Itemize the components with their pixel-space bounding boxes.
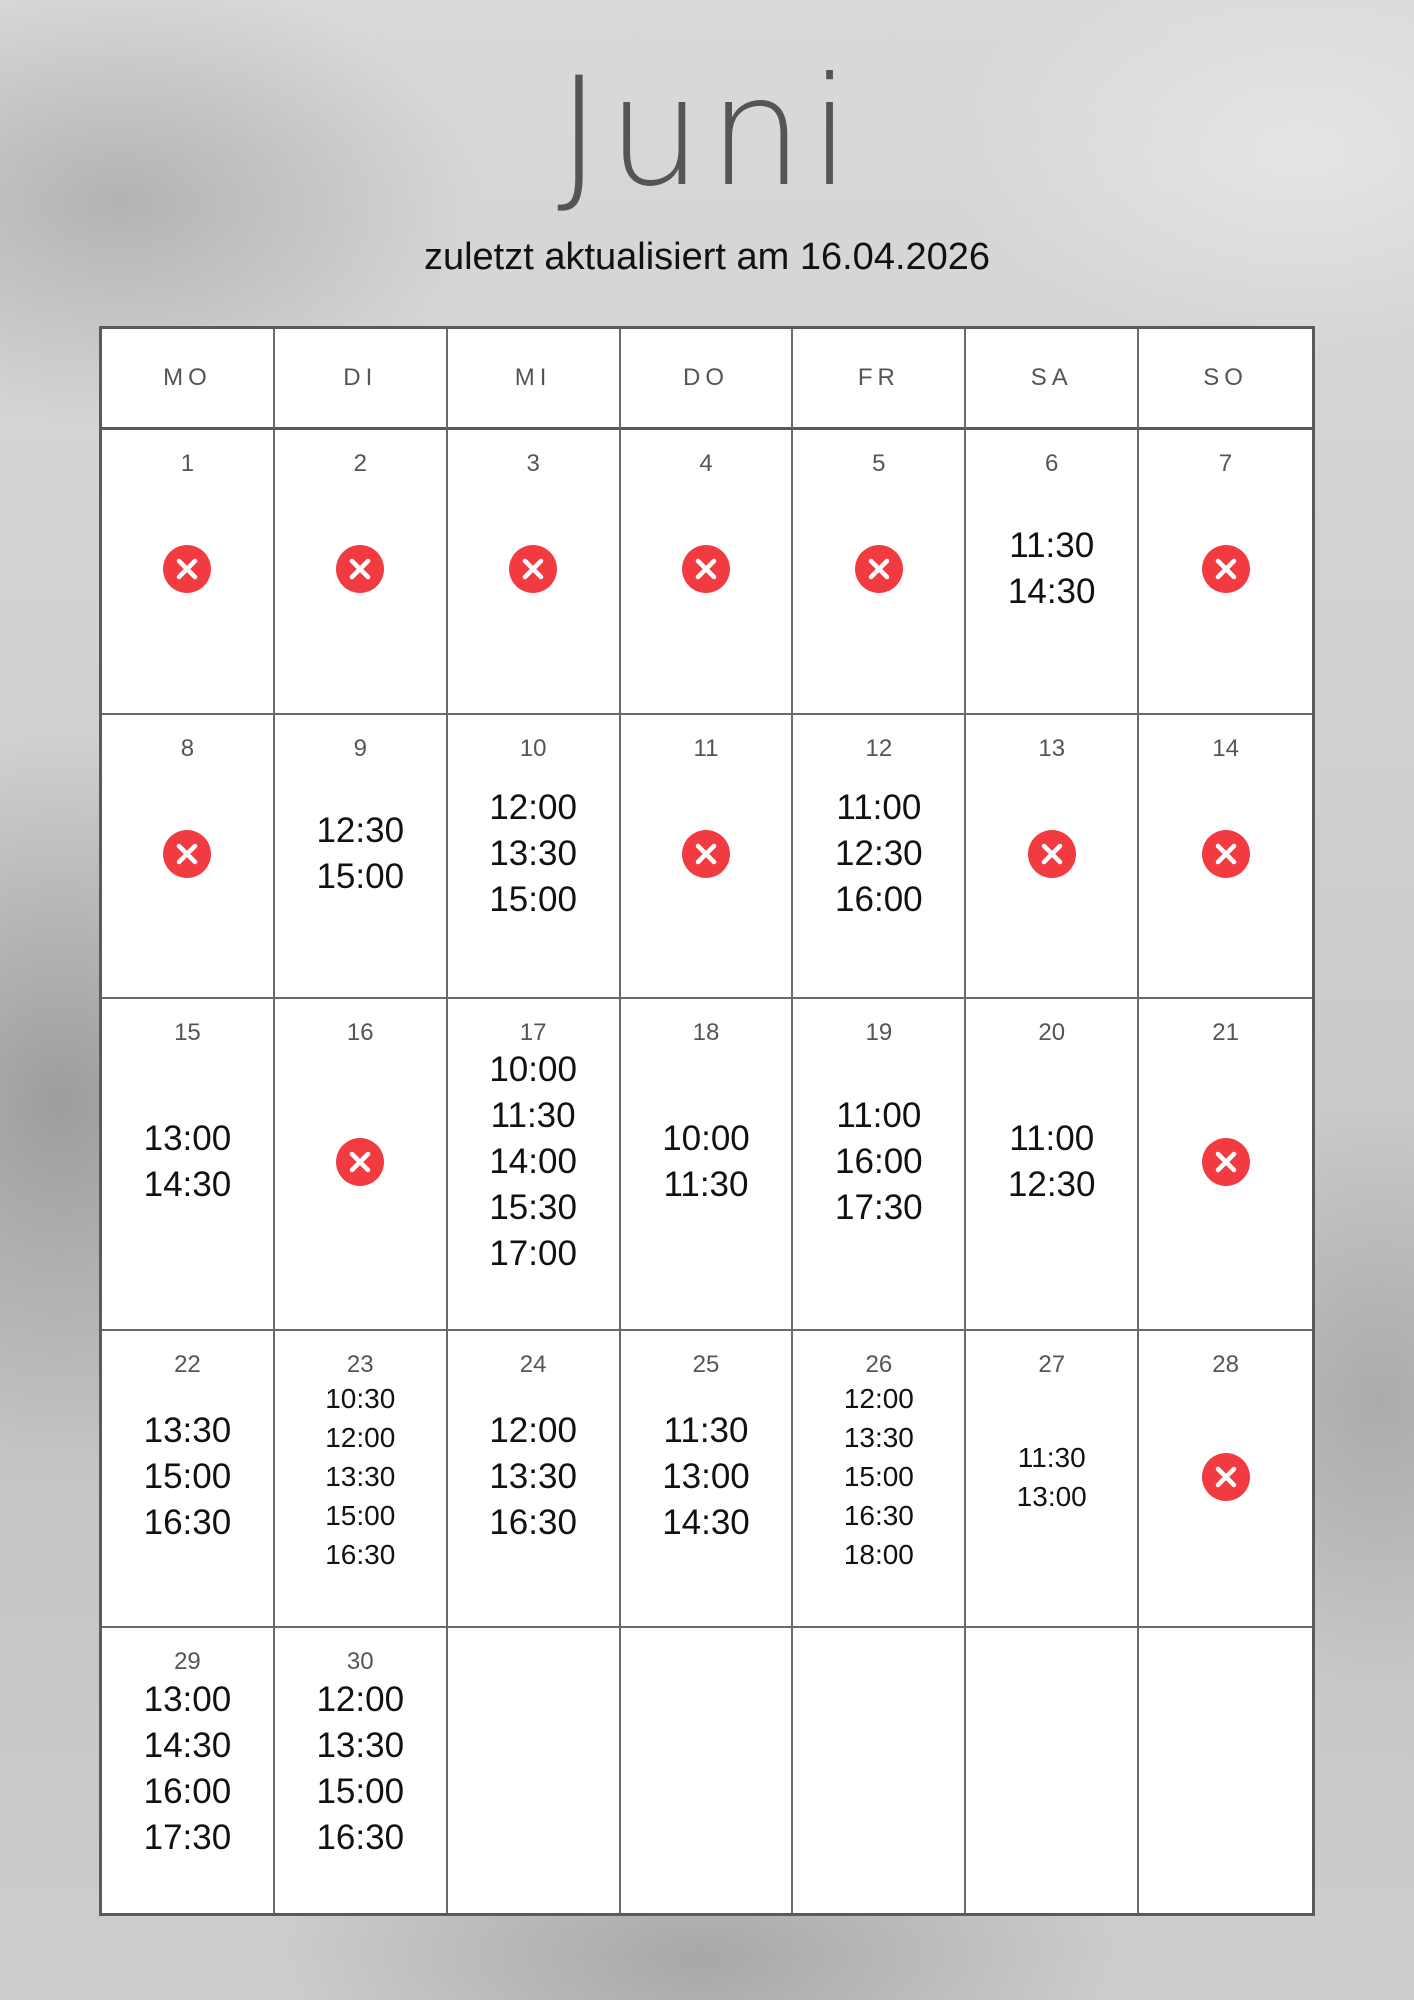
time-slot[interactable]: 16:30 [143,1502,232,1542]
day-cell-5 [793,430,966,715]
time-slot[interactable]: 17:00 [489,1234,577,1274]
time-slot[interactable]: 10:00 [662,1119,750,1159]
day-number: 22 [174,1351,201,1379]
day-number: 2 [353,450,367,477]
time-slot-list [1017,1438,1087,1516]
time-slot[interactable]: 15:00 [843,1461,914,1493]
weekday-header-di: DI [275,329,448,430]
time-slot[interactable]: 15:00 [316,1771,405,1811]
time-slot-list [844,1379,914,1574]
day-number: 23 [346,1351,374,1379]
time-slot[interactable]: 13:30 [489,833,577,873]
day-cell-2 [275,430,448,715]
day-cell-23 [275,1331,448,1628]
day-slots [682,763,730,998]
time-slot[interactable]: 16:00 [835,1142,923,1182]
day-slots [144,1047,232,1329]
time-slot-list [144,1677,232,1861]
day-slots [336,478,384,713]
calendar-grid [99,326,1315,1916]
day-cell-18 [621,999,794,1331]
day-number: 5 [872,450,886,477]
day-slots [1008,478,1096,713]
day-number: 1 [180,450,195,477]
day-cell-22 [102,1331,275,1628]
day-cell-26 [793,1331,966,1628]
last-updated-text: zuletzt aktualisiert am 16.04.2026 [423,236,991,278]
close-icon [163,830,211,878]
day-number: 28 [1212,1351,1239,1379]
day-cell-17 [448,999,621,1331]
day-slots [144,1676,232,1913]
close-icon [509,545,557,593]
time-slot-list [1008,1116,1096,1208]
day-cell-25 [621,1331,794,1628]
time-slot[interactable]: 15:30 [489,1188,577,1228]
time-slot[interactable]: 13:30 [316,1725,405,1765]
day-number: 15 [174,1019,201,1047]
time-slot-list [144,1116,232,1208]
day-number: 10 [519,734,547,762]
day-slots [835,763,923,998]
day-slots [163,478,211,713]
day-cell-27 [966,1331,1139,1628]
day-number: 30 [346,1648,374,1676]
day-slots [662,1379,750,1626]
time-slot-list [489,1047,577,1277]
day-slots [1202,1379,1250,1626]
day-cell-12 [793,715,966,1000]
day-cell-19 [793,999,966,1331]
day-number: 17 [519,1019,547,1047]
day-number: 12 [865,734,893,762]
time-slot[interactable]: 12:00 [489,787,577,827]
time-slot[interactable]: 14:30 [662,1502,750,1542]
time-slot[interactable]: 10:00 [489,1050,577,1090]
day-cell-8 [102,715,275,1000]
time-slot-list [316,1677,404,1861]
time-slot[interactable]: 16:30 [325,1539,396,1571]
day-slots [835,1047,923,1329]
day-number: 25 [692,1351,720,1379]
day-number: 4 [699,450,713,477]
day-slots [682,478,730,713]
day-slots [316,763,404,998]
time-slot[interactable]: 12:00 [489,1410,577,1450]
time-slot[interactable]: 13:00 [143,1679,232,1719]
time-slot[interactable]: 14:30 [143,1725,232,1765]
time-slot[interactable]: 16:00 [835,879,923,919]
day-number: 9 [353,734,367,762]
day-cell-21 [1139,999,1312,1331]
empty-day-cell [793,1628,966,1913]
close-icon [682,830,730,878]
empty-day-cell [621,1628,794,1913]
day-cell-30 [275,1628,448,1913]
close-icon [1202,830,1250,878]
close-icon [1028,830,1076,878]
day-slots [144,1379,232,1626]
time-slot-list [662,1408,750,1546]
day-slots [1008,1047,1096,1329]
day-slots [1202,763,1250,998]
day-cell-13 [966,715,1139,1000]
time-slot[interactable]: 13:30 [489,1456,577,1496]
time-slot-list [489,1408,577,1546]
page-title: Juni [556,46,858,220]
day-slots [325,1379,395,1626]
weekday-header-mo: MO [102,329,275,430]
time-slot[interactable]: 13:30 [143,1410,232,1450]
time-slot[interactable]: 13:30 [325,1461,396,1493]
day-cell-1 [102,430,275,715]
day-slots [1202,478,1250,713]
weekday-header-mi: MI [448,329,621,430]
close-icon [682,545,730,593]
day-number: 8 [180,734,195,762]
time-slot[interactable]: 13:30 [843,1422,914,1454]
day-number: 13 [1038,734,1066,762]
close-icon [855,545,903,593]
day-slots [844,1379,914,1626]
day-number: 16 [346,1019,374,1047]
day-number: 29 [174,1648,201,1676]
day-number: 6 [1045,450,1059,477]
time-slot[interactable]: 11:00 [1009,1119,1095,1159]
time-slot[interactable]: 16:30 [489,1502,577,1542]
time-slot[interactable]: 11:30 [1017,1441,1086,1473]
day-cell-9 [275,715,448,1000]
close-icon [1202,1453,1250,1501]
time-slot[interactable]: 11:30 [663,1410,749,1450]
time-slot[interactable]: 12:30 [835,833,923,873]
time-slot[interactable]: 12:30 [316,810,405,850]
weekday-header-fr: FR [793,329,966,430]
day-number: 18 [692,1019,720,1047]
time-slot[interactable]: 10:30 [325,1383,396,1415]
close-icon [336,1138,384,1186]
day-slots [163,763,211,998]
time-slot[interactable]: 16:00 [143,1771,232,1811]
day-number: 24 [519,1351,547,1379]
time-slot-list [325,1379,395,1574]
weekday-header-sa: SA [966,329,1139,430]
time-slot-list [144,1408,232,1546]
day-number: 7 [1218,450,1233,477]
time-slot[interactable]: 15:00 [143,1456,232,1496]
close-icon [163,545,211,593]
weekday-header-so: SO [1139,329,1312,430]
day-number: 19 [865,1019,893,1047]
day-cell-10 [448,715,621,1000]
day-slots [1017,1379,1087,1626]
day-cell-7 [1139,430,1312,715]
time-slot-list [835,785,923,923]
day-number: 11 [693,734,719,762]
close-icon [1202,1138,1250,1186]
weekday-header-do: DO [621,329,794,430]
time-slot[interactable]: 12:00 [843,1383,914,1415]
time-slot[interactable]: 13:00 [1016,1480,1087,1512]
day-slots [509,478,557,713]
time-slot-list [662,1116,750,1208]
time-slot[interactable]: 11:30 [490,1096,576,1136]
day-slots [489,763,577,998]
day-cell-3 [448,430,621,715]
close-icon [1202,545,1250,593]
day-cell-20 [966,999,1139,1331]
time-slot[interactable]: 11:00 [836,1096,922,1136]
day-cell-24 [448,1331,621,1628]
day-slots [489,1047,577,1329]
time-slot[interactable]: 12:30 [1007,1165,1096,1205]
time-slot-list [835,1093,923,1231]
close-icon [336,545,384,593]
time-slot-list [316,808,404,900]
time-slot[interactable]: 16:30 [843,1500,914,1532]
time-slot[interactable]: 15:00 [325,1500,396,1532]
day-cell-11 [621,715,794,1000]
time-slot[interactable]: 12:00 [316,1679,405,1719]
empty-day-cell [448,1628,621,1913]
day-number: 3 [526,450,540,477]
day-cell-16 [275,999,448,1331]
day-cell-14 [1139,715,1312,1000]
time-slot[interactable]: 18:00 [843,1539,914,1571]
day-slots [662,1047,750,1329]
day-number: 26 [865,1351,893,1379]
day-cell-15 [102,999,275,1331]
day-cell-6 [966,430,1139,715]
day-cell-28 [1139,1331,1312,1628]
day-slots [336,1047,384,1329]
time-slot[interactable]: 14:00 [489,1142,577,1182]
time-slot[interactable]: 15:00 [316,856,405,896]
time-slot[interactable]: 16:30 [316,1817,405,1857]
empty-day-cell [966,1628,1139,1913]
day-slots [1028,763,1076,998]
empty-day-cell [1139,1628,1312,1913]
day-slots [316,1676,404,1913]
time-slot-list [1008,523,1096,615]
day-number: 20 [1038,1019,1066,1047]
time-slot[interactable]: 11:30 [1009,526,1095,566]
day-slots [489,1379,577,1626]
time-slot[interactable]: 15:00 [489,879,577,919]
day-cell-29 [102,1628,275,1913]
day-slots [1202,1047,1250,1329]
time-slot[interactable]: 14:30 [143,1165,232,1205]
day-number: 14 [1212,734,1239,762]
time-slot[interactable]: 12:00 [325,1422,396,1454]
time-slot[interactable]: 13:00 [662,1456,750,1496]
time-slot-list [489,785,577,923]
time-slot[interactable]: 11:30 [663,1165,749,1205]
time-slot[interactable]: 17:30 [143,1817,232,1857]
day-slots [855,478,903,713]
day-cell-4 [621,430,794,715]
time-slot[interactable]: 14:30 [1007,572,1096,612]
time-slot[interactable]: 13:00 [143,1119,232,1159]
day-number: 21 [1212,1019,1239,1047]
time-slot[interactable]: 11:00 [836,787,922,827]
time-slot[interactable]: 17:30 [835,1188,923,1228]
day-number: 27 [1038,1351,1066,1379]
